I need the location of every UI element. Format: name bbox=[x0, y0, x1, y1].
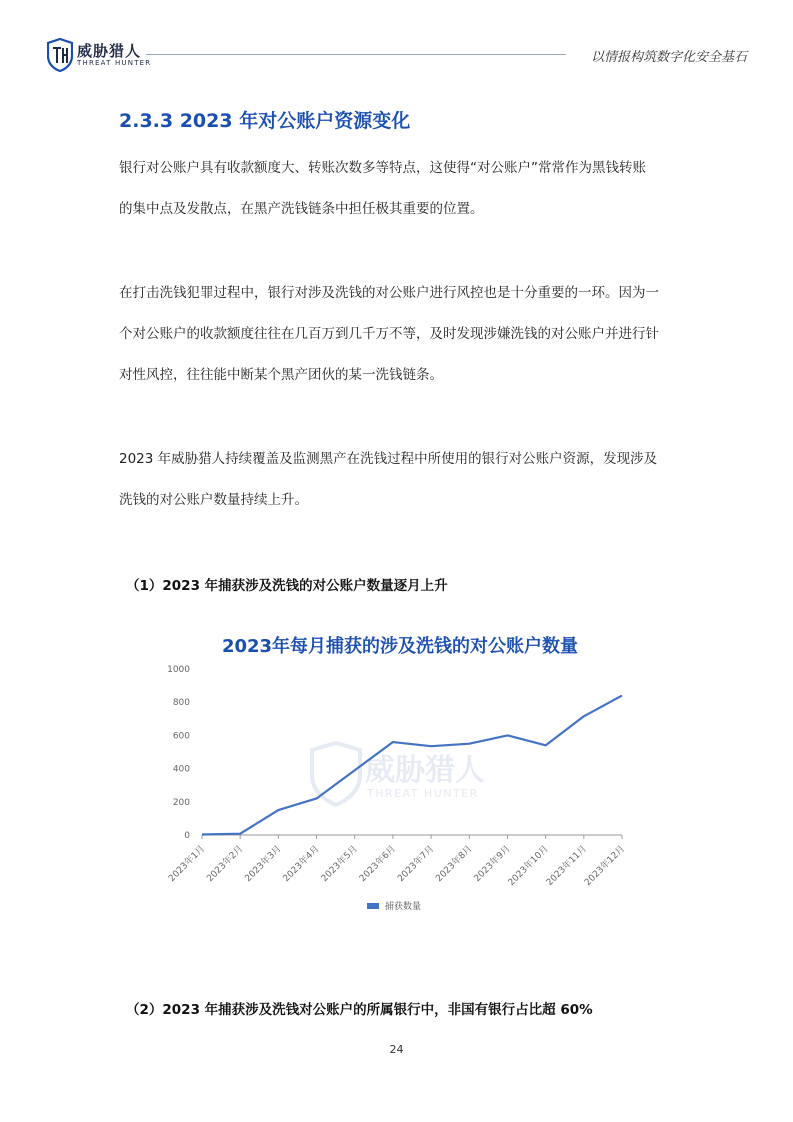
threat-hunter-logo-icon bbox=[47, 38, 73, 72]
paragraph-line: 个对公账户的收款额度往往在几百万到几千万不等，及时发现涉嫌洗钱的对公账户并进行针 bbox=[119, 326, 659, 342]
x-tick-label: 2023年10月 bbox=[506, 844, 551, 889]
y-tick-label: 600 bbox=[172, 731, 190, 742]
x-tick-label: 2023年12月 bbox=[583, 844, 628, 889]
x-tick-label: 2023年5月 bbox=[319, 844, 360, 885]
line-chart bbox=[160, 625, 640, 925]
paragraph-line: 的集中点及发散点，在黑产洗钱链条中担任极其重要的位置。 bbox=[119, 201, 484, 217]
paragraph-1 bbox=[119, 156, 679, 238]
x-tick-label: 2023年7月 bbox=[396, 844, 437, 885]
paragraph-line: 对性风控，往往能中断某个黑产团伙的某一洗钱链条。 bbox=[119, 367, 443, 383]
header-tagline: 以情报构筑数字化安全基石 bbox=[590, 50, 747, 65]
y-tick-label: 200 bbox=[172, 797, 190, 808]
paragraph-2 bbox=[119, 281, 679, 404]
section-title: 2.3.3 2023 年对公账户资源变化 bbox=[119, 110, 411, 132]
brand-name-cn: 威胁猎人 bbox=[77, 42, 142, 60]
paragraph-line: 洗钱的对公账户数量持续上升。 bbox=[119, 492, 308, 508]
y-tick-label: 0 bbox=[184, 831, 190, 841]
page-header bbox=[0, 0, 793, 80]
subtitle-monthly-trend: （1）2023 年捕获涉及洗钱的对公账户数量逐月上升 bbox=[126, 578, 448, 594]
chart-title: 2023年每月捕获的涉及洗钱的对公账户数量 bbox=[221, 636, 579, 657]
x-tick-label: 2023年1月 bbox=[167, 844, 208, 885]
y-tick-label: 1000 bbox=[167, 665, 190, 675]
chart-watermark: 威胁猎人 bbox=[365, 753, 485, 788]
y-tick-label: 800 bbox=[172, 698, 190, 709]
x-tick-label: 2023年3月 bbox=[243, 844, 284, 885]
x-tick-label: 2023年4月 bbox=[281, 844, 322, 885]
paragraph-3 bbox=[119, 447, 679, 529]
paragraph-line: 银行对公账户具有收款额度大、转账次数多等特点，这使得“对公账户”常常作为黑钱转账 bbox=[119, 160, 646, 176]
brand-name-en: THREAT HUNTER bbox=[77, 59, 152, 67]
y-tick-label: 400 bbox=[172, 764, 190, 775]
legend-swatch bbox=[367, 903, 379, 909]
chart-watermark-en: THREAT HUNTER bbox=[367, 787, 479, 800]
x-tick-label: 2023年9月 bbox=[472, 844, 513, 885]
x-tick-label: 2023年2月 bbox=[205, 844, 246, 885]
x-tick-label: 2023年11月 bbox=[544, 844, 589, 889]
chart-canvas bbox=[160, 625, 640, 925]
subtitle-bank-share: （2）2023 年捕获涉及洗钱对公账户的所属银行中，非国有银行占比超 60% bbox=[126, 1002, 593, 1018]
x-tick-label: 2023年6月 bbox=[357, 844, 399, 885]
x-tick-label: 2023年8月 bbox=[434, 844, 475, 885]
page-number: 24 bbox=[389, 1043, 404, 1056]
legend-label: 捕获数量 bbox=[385, 902, 422, 912]
header-divider bbox=[146, 54, 566, 55]
paragraph-line: 2023 年威胁猎人持续覆盖及监测黑产在洗钱过程中所使用的银行对公账户资源，发现涉及 bbox=[119, 451, 658, 467]
paragraph-line: 在打击洗钱犯罪过程中，银行对涉及洗钱的对公账户进行风控也是十分重要的一环。因为一 bbox=[119, 285, 659, 301]
